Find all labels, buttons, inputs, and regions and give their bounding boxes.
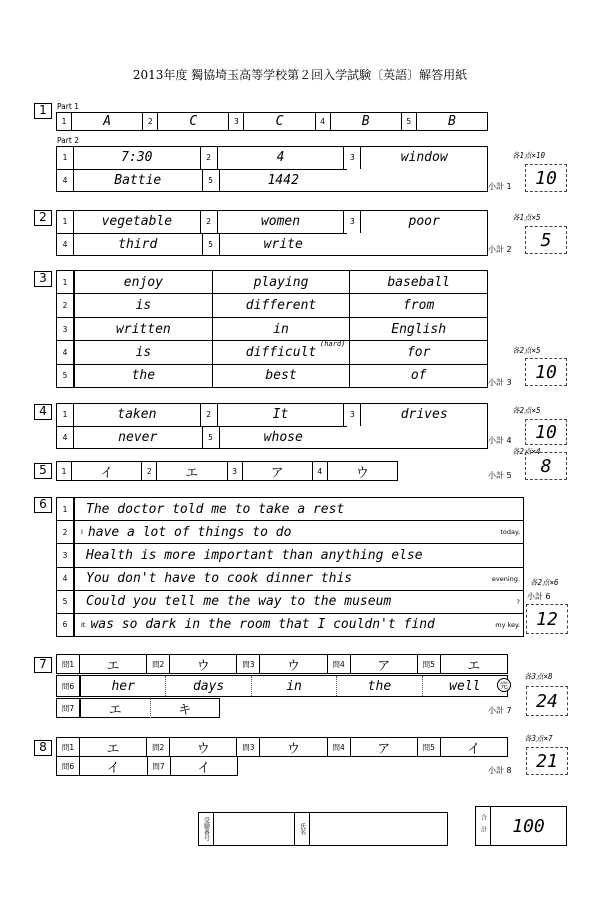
q-number: 6 xyxy=(57,614,74,636)
answer-field[interactable]: taken xyxy=(117,407,157,423)
section-6-grid xyxy=(56,497,524,637)
answer-field[interactable]: from xyxy=(403,298,435,314)
q-number: 2 xyxy=(142,462,157,481)
q-number: 1 xyxy=(57,113,72,130)
answer-field[interactable]: women xyxy=(260,214,301,230)
answer-field[interactable]: 4 xyxy=(276,150,285,166)
section-4-subtotal-label: 小計 4 xyxy=(488,436,512,445)
section-8-subtotal-label: 小計 8 xyxy=(488,766,512,775)
answer-field[interactable]: write xyxy=(263,236,303,252)
q-number: 問2 xyxy=(147,738,170,757)
answer-field[interactable] xyxy=(75,614,523,636)
section-3-points-note: 各2点×5 xyxy=(512,346,541,355)
part-2-label: Part 2 xyxy=(57,136,79,145)
answer-field[interactable]: ウ xyxy=(196,742,210,757)
handwritten-annotation: (hard) xyxy=(320,340,346,349)
exam-number-field[interactable] xyxy=(214,813,295,845)
suffix-text: evening. xyxy=(491,574,520,583)
q-number: 3 xyxy=(344,404,361,426)
answer-field[interactable]: the xyxy=(367,678,392,694)
q-number: 5 xyxy=(57,591,74,613)
q-number: 問3 xyxy=(237,655,260,674)
answer-field[interactable]: A xyxy=(103,114,112,129)
q-number: 5 xyxy=(57,365,74,387)
section-6-score: 12 xyxy=(526,604,568,634)
answer-field[interactable]: イ xyxy=(467,742,481,757)
section-4-points-note: 各2点×5 xyxy=(512,406,541,415)
q-number: 5 xyxy=(203,234,220,256)
page-title: 2013年度 獨協埼玉高等学校第２回入学試験〔英語〕解答用紙 xyxy=(132,68,468,82)
section-3-number: 3 xyxy=(34,271,52,287)
answer-field[interactable]: エ xyxy=(108,703,122,718)
answer-field[interactable]: ウ xyxy=(196,659,210,674)
q-number: 問5 xyxy=(418,655,441,674)
answer-field[interactable]: different xyxy=(245,298,317,314)
suffix-text: my key. xyxy=(495,620,520,629)
prefix-text: It xyxy=(81,620,86,629)
section-5-points-note: 各2点×4 xyxy=(512,447,541,456)
answer-field[interactable]: English xyxy=(391,321,447,337)
answer-field[interactable]: whose xyxy=(263,429,303,445)
q-number: 問3 xyxy=(237,738,260,757)
answer-field[interactable]: C xyxy=(275,114,284,129)
q-number: 4 xyxy=(57,170,74,192)
answer-field[interactable]: ウ xyxy=(355,466,369,481)
answer-field[interactable]: 1442 xyxy=(267,172,299,188)
q-number: 2 xyxy=(201,147,218,169)
section-4-score: 10 xyxy=(525,419,567,445)
answer-field[interactable]: ア xyxy=(377,742,391,757)
section-1-part-2-grid xyxy=(56,146,488,192)
answer-field[interactable]: window xyxy=(400,150,448,166)
section-7-number: 7 xyxy=(34,657,52,673)
section-5-score: 8 xyxy=(525,452,567,480)
answer-field[interactable] xyxy=(75,521,523,543)
q-number: 3 xyxy=(344,211,361,233)
answer-field[interactable]: vegetable xyxy=(101,214,173,230)
answer-field[interactable]: ア xyxy=(270,466,284,481)
answer-field[interactable]: never xyxy=(118,429,158,445)
name-label: 氏名 xyxy=(295,813,310,845)
q-number: 問6 xyxy=(57,676,80,696)
answer-field[interactable]: エ xyxy=(106,742,120,757)
answer-text: Health is more important than anything else xyxy=(86,547,423,563)
q-number: 3 xyxy=(57,544,74,566)
q-number: 4 xyxy=(313,462,328,481)
q-number: 2 xyxy=(143,113,158,130)
q-number: 問4 xyxy=(328,655,351,674)
answer-field[interactable]: for xyxy=(406,344,431,360)
exam-number-label: 受験番号 xyxy=(199,813,214,845)
answer-field[interactable]: イ xyxy=(197,761,211,776)
q-number: 5 xyxy=(402,113,417,130)
total-score-box xyxy=(475,806,567,846)
q-number: 1 xyxy=(57,498,74,520)
total-label: 合計 xyxy=(476,807,491,845)
answer-text: have a lot of things to do xyxy=(87,524,292,540)
answer-field[interactable]: is xyxy=(135,298,152,314)
q-number: 5 xyxy=(203,427,220,449)
q-number: 2 xyxy=(57,294,74,316)
section-3-score: 10 xyxy=(525,358,567,386)
answer-field[interactable]: written xyxy=(115,321,171,337)
q-number: 問5 xyxy=(418,738,441,757)
name-field[interactable] xyxy=(310,813,447,845)
section-7-grid-row-2 xyxy=(56,675,508,697)
section-7-grid-row-1 xyxy=(56,654,508,674)
answer-field[interactable]: of xyxy=(410,368,427,384)
answer-text: The doctor told me to take a rest xyxy=(86,501,345,517)
answer-field[interactable]: ウ xyxy=(287,659,301,674)
answer-field[interactable] xyxy=(75,568,523,590)
section-7-score: 24 xyxy=(526,686,568,716)
answer-text: Could you tell me the way to the museum xyxy=(86,594,392,610)
answer-field[interactable]: ウ xyxy=(287,742,301,757)
section-2-points-note: 各1点×5 xyxy=(512,213,541,222)
section-2-subtotal-label: 小計 2 xyxy=(488,245,512,254)
q-number: 1 xyxy=(57,147,74,169)
q-number: 3 xyxy=(344,147,361,169)
answer-field[interactable]: well xyxy=(449,678,481,694)
section-1-subtotal-label: 小計 1 xyxy=(488,182,512,191)
answer-field[interactable]: イ xyxy=(106,761,120,776)
section-7-subtotal-label: 小計 7 xyxy=(488,706,512,715)
section-7-points-note: 各3点×8 xyxy=(524,672,553,681)
answer-field[interactable]: B xyxy=(448,114,456,129)
section-3-grid xyxy=(56,270,488,388)
student-info-box xyxy=(198,812,448,846)
section-1-part-1-grid xyxy=(56,112,488,131)
suffix-text: ? xyxy=(516,597,520,606)
section-4-grid xyxy=(56,403,488,449)
answer-field[interactable]: in xyxy=(286,678,302,694)
section-5-subtotal-label: 小計 5 xyxy=(488,471,512,480)
complete-mark-stamp: 完 xyxy=(497,678,511,692)
answer-field[interactable]: days xyxy=(192,678,225,694)
answer-field[interactable]: イ xyxy=(100,466,114,481)
q-number: 4 xyxy=(57,568,74,590)
answer-field[interactable]: drives xyxy=(400,407,448,423)
answer-field[interactable]: third xyxy=(118,236,158,252)
section-5-number: 5 xyxy=(34,463,52,479)
q-number: 問7 xyxy=(57,699,80,718)
q-number: 4 xyxy=(57,341,74,363)
answer-field[interactable]: her xyxy=(111,678,135,694)
q-number: 3 xyxy=(229,113,244,130)
answer-field[interactable] xyxy=(75,544,523,566)
q-number: 1 xyxy=(57,211,74,233)
q-number: 4 xyxy=(316,113,331,130)
section-1-number: 1 xyxy=(34,103,52,119)
section-8-score: 21 xyxy=(526,747,568,775)
q-number: 1 xyxy=(57,462,72,481)
answer-field[interactable]: キ xyxy=(178,703,192,718)
part-1-label: Part 1 xyxy=(57,102,79,111)
section-6-subtotal-label: 小計 6 xyxy=(527,592,551,601)
answer-field[interactable] xyxy=(75,591,523,613)
section-8-points-note: 各3点×7 xyxy=(524,734,553,743)
section-3-subtotal-label: 小計 3 xyxy=(488,378,512,387)
answer-field[interactable]: C xyxy=(189,114,198,129)
answer-field[interactable]: Battie xyxy=(114,172,162,188)
section-8-grid-row-2 xyxy=(56,756,238,776)
q-number: 2 xyxy=(201,211,218,233)
q-number: 2 xyxy=(201,404,218,426)
answer-text: was so dark in the room that I couldn't find xyxy=(90,617,435,633)
answer-field[interactable]: playing xyxy=(253,274,309,290)
section-2-number: 2 xyxy=(34,210,52,226)
section-4-number: 4 xyxy=(34,404,52,420)
q-number: 3 xyxy=(57,318,74,340)
answer-field[interactable]: エ xyxy=(106,659,120,674)
prefix-text: I xyxy=(81,528,83,537)
section-1-score: 10 xyxy=(525,164,567,192)
q-number: 問1 xyxy=(57,738,80,757)
q-number: 問6 xyxy=(57,757,80,776)
suffix-text: today. xyxy=(500,528,520,537)
answer-field[interactable]: B xyxy=(361,114,370,129)
answer-field[interactable]: It xyxy=(272,407,289,423)
section-5-grid xyxy=(56,461,398,481)
q-number: 2 xyxy=(57,521,74,543)
answer-field[interactable]: enjoy xyxy=(123,274,163,290)
answer-field[interactable]: 7:30 xyxy=(121,150,153,166)
answer-field[interactable]: difficult xyxy=(245,344,317,360)
total-score: 100 xyxy=(512,815,545,837)
answer-field[interactable]: エ xyxy=(185,466,199,481)
q-number: 5 xyxy=(203,170,220,192)
answer-field[interactable]: poor xyxy=(408,214,440,230)
answer-field[interactable] xyxy=(75,498,523,520)
section-2-score: 5 xyxy=(525,226,567,254)
section-8-number: 8 xyxy=(34,740,52,756)
section-6-points-note: 各2点×6 xyxy=(530,578,559,587)
q-number: 1 xyxy=(57,271,74,293)
section-8-grid-row-1 xyxy=(56,737,508,757)
q-number: 問7 xyxy=(148,757,171,776)
section-1-points-note: 各1点×10 xyxy=(512,151,546,160)
answer-field[interactable]: baseball xyxy=(387,274,450,290)
q-number: 4 xyxy=(57,234,74,256)
answer-field[interactable]: エ xyxy=(467,659,481,674)
answer-text: You don't have to cook dinner this xyxy=(86,571,353,587)
q-number: 4 xyxy=(57,427,74,449)
q-number: 1 xyxy=(57,404,74,426)
section-2-grid xyxy=(56,210,488,256)
answer-field[interactable]: is xyxy=(135,344,152,360)
answer-field[interactable]: best xyxy=(265,368,297,384)
section-6-number: 6 xyxy=(34,497,52,513)
answer-field[interactable]: ア xyxy=(377,659,391,674)
q-number: 問1 xyxy=(57,655,80,674)
q-number: 3 xyxy=(228,462,243,481)
q-number: 問4 xyxy=(328,738,351,757)
answer-field[interactable]: the xyxy=(131,368,156,384)
answer-field[interactable]: in xyxy=(273,321,289,337)
q-number: 問2 xyxy=(147,655,170,674)
section-7-grid-row-3 xyxy=(56,698,220,718)
